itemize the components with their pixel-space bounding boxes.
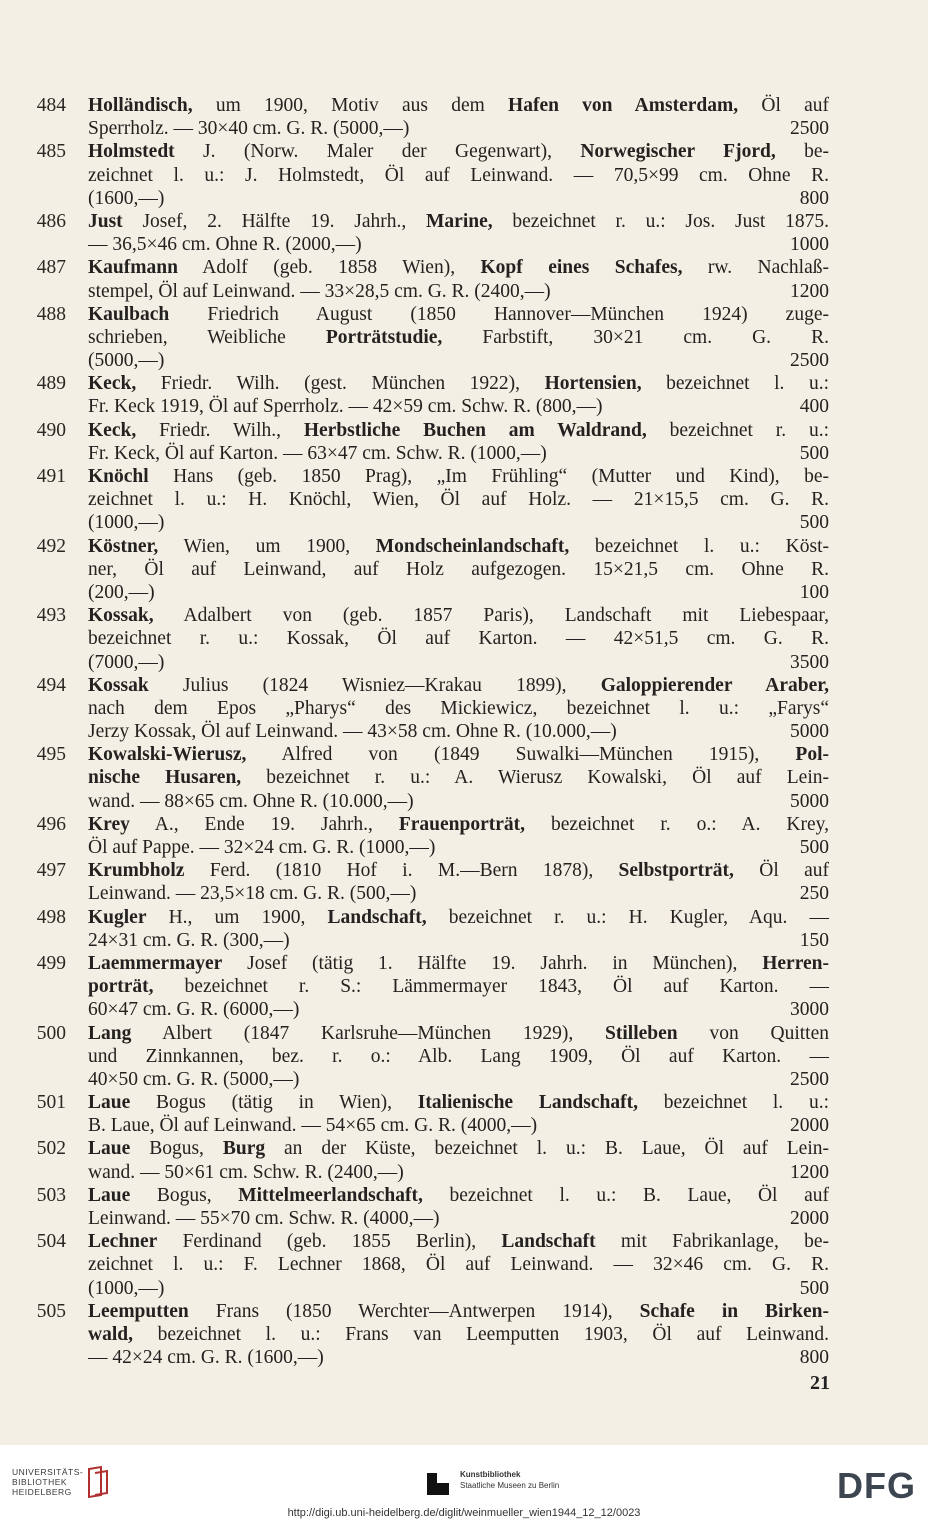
entry-line bbox=[88, 1068, 829, 1091]
entry-line bbox=[88, 1045, 829, 1068]
estimate-price: 500 bbox=[794, 442, 829, 465]
lot-number: 488 bbox=[36, 303, 66, 325]
estimate-price: 2000 bbox=[784, 1114, 829, 1137]
entry-line bbox=[88, 1091, 829, 1114]
catalog-entry bbox=[0, 465, 928, 535]
lot-number: 500 bbox=[36, 1022, 66, 1044]
entry-line bbox=[88, 303, 829, 326]
bold-segment: nische Husaren, bbox=[88, 767, 242, 789]
entry-line bbox=[88, 1207, 829, 1230]
catalog-entry bbox=[0, 535, 928, 605]
entry-line bbox=[88, 395, 829, 418]
bold-segment: Laue bbox=[88, 1184, 131, 1206]
lot-number: 501 bbox=[36, 1092, 66, 1114]
bold-segment: Porträtstudie, bbox=[325, 326, 443, 348]
bold-segment: Krumbholz bbox=[88, 860, 185, 882]
entry-line bbox=[88, 813, 829, 836]
entry-line bbox=[88, 697, 829, 720]
bold-segment: Italienische Landschaft, bbox=[417, 1092, 638, 1114]
text-segment: Ferd. (1810 Hof i. M.—Bern 1878), bbox=[184, 860, 619, 882]
text-segment: zeichnet l. u.: F. Lechner 1868, Öl auf Leinwand. — 32×46 cm. G. R. bbox=[88, 1254, 829, 1276]
ub-heidelberg-label: UNIVERSITÄTS- BIBLIOTHEK HEIDELBERG bbox=[12, 1467, 84, 1497]
bold-segment: Laemmermayer bbox=[88, 952, 223, 974]
ub-heidelberg-logo-icon bbox=[85, 1465, 111, 1499]
text-segment: Adalbert von (geb. 1857 Paris), Landschaft mit Liebespaar, bbox=[153, 605, 829, 627]
catalog-entry bbox=[0, 1184, 928, 1230]
entry-line bbox=[88, 419, 829, 442]
catalog-entry bbox=[0, 1300, 928, 1370]
lot-number: 494 bbox=[36, 674, 66, 696]
entry-line bbox=[88, 859, 829, 882]
entry-line bbox=[88, 581, 829, 604]
bold-segment: Just bbox=[88, 210, 123, 232]
lot-number: 484 bbox=[36, 95, 66, 116]
entry-line bbox=[88, 465, 829, 488]
text-segment: bezeichnet r. S.: Lämmermayer 1843, Öl auf Karton. — bbox=[153, 976, 829, 998]
catalog-entry bbox=[0, 419, 928, 465]
text-segment: 40×50 cm. G. R. (5000,—) bbox=[88, 1068, 300, 1090]
estimate-price: 2500 bbox=[784, 117, 829, 140]
bold-segment: Lechner bbox=[88, 1231, 158, 1253]
entry-line bbox=[88, 906, 829, 929]
bold-segment: Frauenporträt, bbox=[398, 813, 526, 835]
text-segment: Farbstift, 30×21 cm. G. R. bbox=[442, 326, 829, 348]
estimate-price: 2500 bbox=[784, 1068, 829, 1091]
lot-number: 487 bbox=[36, 257, 66, 279]
entry-line bbox=[88, 187, 829, 210]
text-segment: bezeichnet l. u.: Köst- bbox=[569, 535, 829, 557]
text-segment: Öl auf bbox=[733, 860, 829, 882]
bold-segment: Landschaft, bbox=[327, 906, 427, 928]
text-segment: bezeichnet r. o.: A. Krey, bbox=[525, 813, 829, 835]
text-segment: Josef, 2. Hälfte 19. Jahrh., bbox=[122, 210, 427, 232]
kunstbibliothek-title: Kunstbibliothek bbox=[460, 1470, 521, 1479]
entry-line bbox=[88, 372, 829, 395]
text-segment: bezeichnet r. u.: bbox=[646, 419, 829, 441]
entry-line bbox=[88, 674, 829, 697]
lot-number: 490 bbox=[36, 419, 66, 441]
text-segment: A., Ende 19. Jahrh., bbox=[129, 813, 399, 835]
entry-line bbox=[88, 743, 829, 766]
text-segment: Friedrich August (1850 Hannover—München 1924) zuge- bbox=[169, 303, 829, 325]
bold-segment: Landschaft bbox=[501, 1231, 596, 1253]
text-segment: (200,—) bbox=[88, 581, 155, 603]
text-segment: Albert (1847 Karlsruhe—München 1929), bbox=[131, 1022, 606, 1044]
bold-segment: Selbstporträt, bbox=[618, 860, 734, 882]
text-segment: Ferdinand (geb. 1855 Berlin), bbox=[157, 1231, 502, 1253]
text-segment: 24×31 cm. G. R. (300,—) bbox=[88, 929, 290, 951]
entry-line bbox=[88, 256, 829, 279]
text-segment: mit Fabrikanlage, be- bbox=[595, 1231, 829, 1253]
entry-line bbox=[88, 975, 829, 998]
bold-segment: Laue bbox=[88, 1138, 131, 1160]
catalog-entries bbox=[0, 94, 928, 1369]
bold-segment: Mittelmeerlandschaft, bbox=[238, 1184, 423, 1206]
bold-segment: Kugler bbox=[88, 906, 147, 928]
text-segment: bezeichnet r. u.: H. Kugler, Aqu. — bbox=[426, 906, 829, 928]
source-url[interactable]: http://digi.ub.uni-heidelberg.de/diglit/weinmueller_wien1944_12_12/0023 bbox=[287, 1507, 641, 1519]
bold-segment: Knöchl bbox=[88, 466, 149, 487]
text-segment: be- bbox=[775, 141, 829, 163]
entry-line bbox=[88, 1137, 829, 1160]
entry-line bbox=[88, 1114, 829, 1137]
text-segment: — 42×24 cm. G. R. (1600,—) bbox=[88, 1347, 324, 1369]
bold-segment: Kaufmann bbox=[88, 257, 178, 279]
entry-line bbox=[88, 766, 829, 789]
catalog-entry bbox=[0, 1022, 928, 1092]
entry-line bbox=[88, 511, 829, 534]
estimate-price: 1200 bbox=[784, 1161, 829, 1184]
bold-segment: Herbstliche Buchen am Waldrand, bbox=[303, 419, 647, 441]
entry-line bbox=[88, 1161, 829, 1184]
text-segment: Öl auf bbox=[738, 95, 829, 116]
catalog-entry bbox=[0, 303, 928, 373]
text-segment: bezeichnet r. u.: A. Wierusz Kowalski, Öl auf Lein- bbox=[241, 767, 829, 789]
bold-segment: Marine, bbox=[426, 210, 493, 232]
text-segment: (1000,—) bbox=[88, 1277, 165, 1299]
bold-segment: Keck, bbox=[88, 373, 137, 395]
entry-line bbox=[88, 998, 829, 1021]
catalog-entry bbox=[0, 906, 928, 952]
text-segment: Bogus, bbox=[130, 1184, 239, 1206]
text-segment: H., um 1900, bbox=[146, 906, 328, 928]
entry-line bbox=[88, 1184, 829, 1207]
entry-line bbox=[88, 442, 829, 465]
lot-number: 491 bbox=[36, 466, 66, 487]
entry-line bbox=[88, 952, 829, 975]
text-segment: bezeichnet l. u.: bbox=[641, 373, 829, 395]
estimate-price: 3500 bbox=[784, 651, 829, 674]
estimate-price: 5000 bbox=[784, 720, 829, 743]
text-segment: J. (Norw. Maler der Gegenwart), bbox=[174, 141, 581, 163]
estimate-price: 1000 bbox=[784, 233, 829, 256]
entry-line bbox=[88, 882, 829, 905]
lot-number: 486 bbox=[36, 210, 66, 232]
lot-number: 503 bbox=[36, 1184, 66, 1206]
lot-number: 497 bbox=[36, 860, 66, 882]
entry-line bbox=[88, 720, 829, 743]
catalog-entry bbox=[0, 813, 928, 859]
estimate-price: 800 bbox=[794, 1346, 829, 1369]
bold-segment: Schafe in Birken- bbox=[639, 1300, 829, 1322]
text-segment: schrieben, Weibliche bbox=[88, 326, 326, 348]
text-segment: (1000,—) bbox=[88, 512, 165, 534]
catalog-entry bbox=[0, 1137, 928, 1183]
entry-line bbox=[88, 1300, 829, 1323]
bold-segment: Holländisch, bbox=[88, 95, 193, 116]
entry-line bbox=[88, 233, 829, 256]
estimate-price: 1200 bbox=[784, 280, 829, 303]
text-segment: Fr. Keck, Öl auf Karton. — 63×47 cm. Schw. R. (1000,—) bbox=[88, 442, 547, 464]
lot-number: 496 bbox=[36, 813, 66, 835]
bold-segment: Kossak bbox=[88, 674, 149, 696]
entry-line bbox=[88, 929, 829, 952]
bold-segment: Pol- bbox=[795, 744, 829, 766]
entry-line bbox=[88, 210, 829, 233]
bold-segment: Holmstedt bbox=[88, 141, 175, 163]
text-segment: Bogus (tätig in Wien), bbox=[130, 1092, 418, 1114]
kunstbibliothek-subtitle: Staatliche Museen zu Berlin bbox=[460, 1481, 560, 1490]
bold-segment: Kowalski-Wierusz, bbox=[88, 744, 247, 766]
text-segment: Leinwand. — 23,5×18 cm. G. R. (500,—) bbox=[88, 883, 417, 905]
bold-segment: Hortensien, bbox=[544, 373, 642, 395]
text-segment: (5000,—) bbox=[88, 350, 165, 372]
text-segment: Frans (1850 Werchter—Antwerpen 1914), bbox=[188, 1300, 640, 1322]
bold-segment: Burg bbox=[222, 1138, 266, 1160]
entry-line bbox=[88, 790, 829, 813]
text-segment: von Quitten bbox=[677, 1022, 829, 1044]
entry-line bbox=[88, 535, 829, 558]
estimate-price: 150 bbox=[794, 929, 829, 952]
text-segment: bezeichnet l. u.: Frans van Leemputten 1903, Öl auf Leinwand. bbox=[132, 1323, 829, 1345]
catalog-entry bbox=[0, 859, 928, 905]
catalog-entry bbox=[0, 256, 928, 302]
text-segment: Leinwand. — 55×70 cm. Schw. R. (4000,—) bbox=[88, 1208, 440, 1229]
estimate-price: 500 bbox=[794, 1277, 829, 1300]
estimate-price: 250 bbox=[794, 882, 829, 905]
text-segment: wand. — 88×65 cm. Ohne R. (10.000,—) bbox=[88, 790, 414, 812]
estimate-price: 400 bbox=[794, 395, 829, 418]
text-segment: bezeichnet r. u.: Jos. Just 1875. bbox=[492, 210, 829, 232]
text-segment: bezeichnet r. u.: Kossak, Öl auf Karton. — 42×51,5 cm. G. R. bbox=[88, 628, 829, 650]
bold-segment: Herren- bbox=[762, 952, 829, 974]
catalog-entry bbox=[0, 1091, 928, 1137]
estimate-price: 100 bbox=[794, 581, 829, 604]
entry-line bbox=[88, 627, 829, 650]
entry-line bbox=[88, 558, 829, 581]
entry-line bbox=[88, 836, 829, 859]
bold-segment: Galoppierender Araber, bbox=[600, 674, 829, 696]
catalog-entry bbox=[0, 674, 928, 744]
bold-segment: Norwegischer Fjord, bbox=[580, 141, 776, 163]
text-segment: bezeichnet l. u.: bbox=[637, 1092, 829, 1114]
text-segment: nach dem Epos „Pharys“ des Mickiewicz, bezeichnet l. u.: „Farys“ bbox=[88, 697, 829, 719]
text-segment: Fr. Keck 1919, Öl auf Sperrholz. — 42×59 cm. Schw. R. (800,—) bbox=[88, 396, 603, 418]
estimate-price: 500 bbox=[794, 511, 829, 534]
bold-segment: porträt, bbox=[88, 976, 154, 998]
entry-line bbox=[88, 1253, 829, 1276]
kunstbibliothek-label bbox=[460, 1469, 559, 1491]
bold-segment: wald, bbox=[88, 1323, 133, 1345]
entry-line bbox=[88, 1230, 829, 1253]
estimate-price: 2500 bbox=[784, 349, 829, 372]
text-segment: Adolf (geb. 1858 Wien), bbox=[177, 257, 481, 279]
bold-segment: Mondscheinlandschaft, bbox=[375, 535, 570, 557]
lot-number: 489 bbox=[36, 373, 66, 395]
entry-line bbox=[88, 651, 829, 674]
entry-line bbox=[88, 1323, 829, 1346]
text-segment: Friedr. Wilh., bbox=[136, 419, 304, 441]
bold-segment: Laue bbox=[88, 1092, 131, 1114]
catalog-entry bbox=[0, 94, 928, 140]
lot-number: 502 bbox=[36, 1138, 66, 1160]
text-segment: und Zinnkannen, bez. r. o.: Alb. Lang 1909, Öl auf Karton. — bbox=[88, 1045, 829, 1067]
lot-number: 493 bbox=[36, 605, 66, 627]
lot-number: 499 bbox=[36, 952, 66, 974]
estimate-price: 5000 bbox=[784, 790, 829, 813]
catalog-entry bbox=[0, 372, 928, 418]
catalog-entry bbox=[0, 1230, 928, 1300]
bold-segment: Lang bbox=[88, 1022, 132, 1044]
entry-line bbox=[88, 140, 829, 163]
bold-segment: Kossak, bbox=[88, 605, 154, 627]
bold-segment: Stilleben bbox=[605, 1022, 678, 1044]
entry-line bbox=[88, 349, 829, 372]
text-segment: Bogus, bbox=[130, 1138, 223, 1160]
text-segment: 60×47 cm. G. R. (6000,—) bbox=[88, 999, 300, 1021]
lot-number: 498 bbox=[36, 906, 66, 928]
text-segment: ner, Öl auf Leinwand, auf Holz aufgezogen. 15×21,5 cm. Ohne R. bbox=[88, 558, 829, 580]
estimate-price: 800 bbox=[794, 187, 829, 210]
bold-segment: Keck, bbox=[88, 419, 137, 441]
lot-number: 505 bbox=[36, 1300, 66, 1322]
text-segment: Hans (geb. 1850 Prag), „Im Frühling“ (Mutter und Kind), be- bbox=[148, 466, 829, 487]
text-segment: Josef (tätig 1. Hälfte 19. Jahrh. in München), bbox=[222, 952, 763, 974]
page-number: 21 bbox=[810, 1372, 830, 1394]
text-segment: Julius (1824 Wisniez—Krakau 1899), bbox=[148, 674, 601, 696]
text-segment: Öl auf Pappe. — 32×24 cm. G. R. (1000,—) bbox=[88, 837, 436, 858]
lot-number: 495 bbox=[36, 744, 66, 766]
estimate-price: 3000 bbox=[784, 998, 829, 1021]
lot-number: 504 bbox=[36, 1231, 66, 1253]
text-segment: zeichnet l. u.: H. Knöchl, Wien, Öl auf Holz. — 21×15,5 cm. G. R. bbox=[88, 489, 829, 511]
dfg-logo: DFG bbox=[837, 1465, 916, 1506]
entry-line bbox=[88, 488, 829, 511]
text-segment: (1600,—) bbox=[88, 187, 165, 209]
catalog-entry bbox=[0, 952, 928, 1022]
bold-segment: Kopf eines Schafes, bbox=[480, 257, 683, 279]
text-segment: stempel, Öl auf Leinwand. — 33×28,5 cm. G. R. (2400,—) bbox=[88, 280, 551, 302]
text-segment: Wien, um 1900, bbox=[158, 535, 376, 557]
estimate-price: 2000 bbox=[784, 1207, 829, 1230]
text-segment: wand. — 50×61 cm. Schw. R. (2400,—) bbox=[88, 1161, 404, 1183]
bold-segment: Kaulbach bbox=[88, 303, 170, 325]
entry-line bbox=[88, 604, 829, 627]
bold-segment: Hafen von Amsterdam, bbox=[508, 95, 739, 116]
text-segment: Jerzy Kossak, Öl auf Leinwand. — 43×58 cm. Ohne R. (10.000,—) bbox=[88, 721, 617, 743]
entry-line bbox=[88, 280, 829, 303]
text-segment: Alfred von (1849 Suwalki—München 1915), bbox=[246, 744, 796, 766]
entry-line bbox=[88, 1346, 829, 1369]
text-segment: um 1900, Motiv aus dem bbox=[192, 95, 509, 116]
bold-segment: Leemputten bbox=[88, 1300, 189, 1322]
entry-line bbox=[88, 1022, 829, 1045]
lot-number: 485 bbox=[36, 141, 66, 163]
bold-segment: Köstner, bbox=[88, 535, 159, 557]
footer bbox=[0, 1445, 928, 1523]
text-segment: rw. Nachlaß- bbox=[682, 257, 829, 279]
text-segment: (7000,—) bbox=[88, 651, 165, 673]
catalog-entry bbox=[0, 604, 928, 674]
entry-line bbox=[88, 326, 829, 349]
text-segment: B. Laue, Öl auf Leinwand. — 54×65 cm. G. R. (4000,—) bbox=[88, 1115, 538, 1137]
text-segment: bezeichnet l. u.: B. Laue, Öl auf bbox=[422, 1184, 829, 1206]
entry-line bbox=[88, 164, 829, 187]
entry-line bbox=[88, 1277, 829, 1300]
text-segment: zeichnet l. u.: J. Holmstedt, Öl auf Leinwand. — 70,5×99 cm. Ohne R. bbox=[88, 164, 829, 186]
text-segment: Sperrholz. — 30×40 cm. G. R. (5000,—) bbox=[88, 118, 410, 140]
lot-number: 492 bbox=[36, 535, 66, 557]
text-segment: an der Küste, bezeichnet l. u.: B. Laue, Öl auf Lein- bbox=[265, 1138, 829, 1160]
entry-line bbox=[88, 94, 829, 117]
entry-line bbox=[88, 117, 829, 140]
catalog-entry bbox=[0, 140, 928, 210]
kunstbibliothek-logo-icon bbox=[425, 1471, 451, 1497]
catalog-entry bbox=[0, 743, 928, 813]
text-segment: — 36,5×46 cm. Ohne R. (2000,—) bbox=[88, 234, 362, 256]
bold-segment: Krey bbox=[88, 813, 130, 835]
estimate-price: 500 bbox=[794, 836, 829, 859]
catalog-entry bbox=[0, 210, 928, 256]
text-segment: Friedr. Wilh. (gest. München 1922), bbox=[136, 373, 545, 395]
